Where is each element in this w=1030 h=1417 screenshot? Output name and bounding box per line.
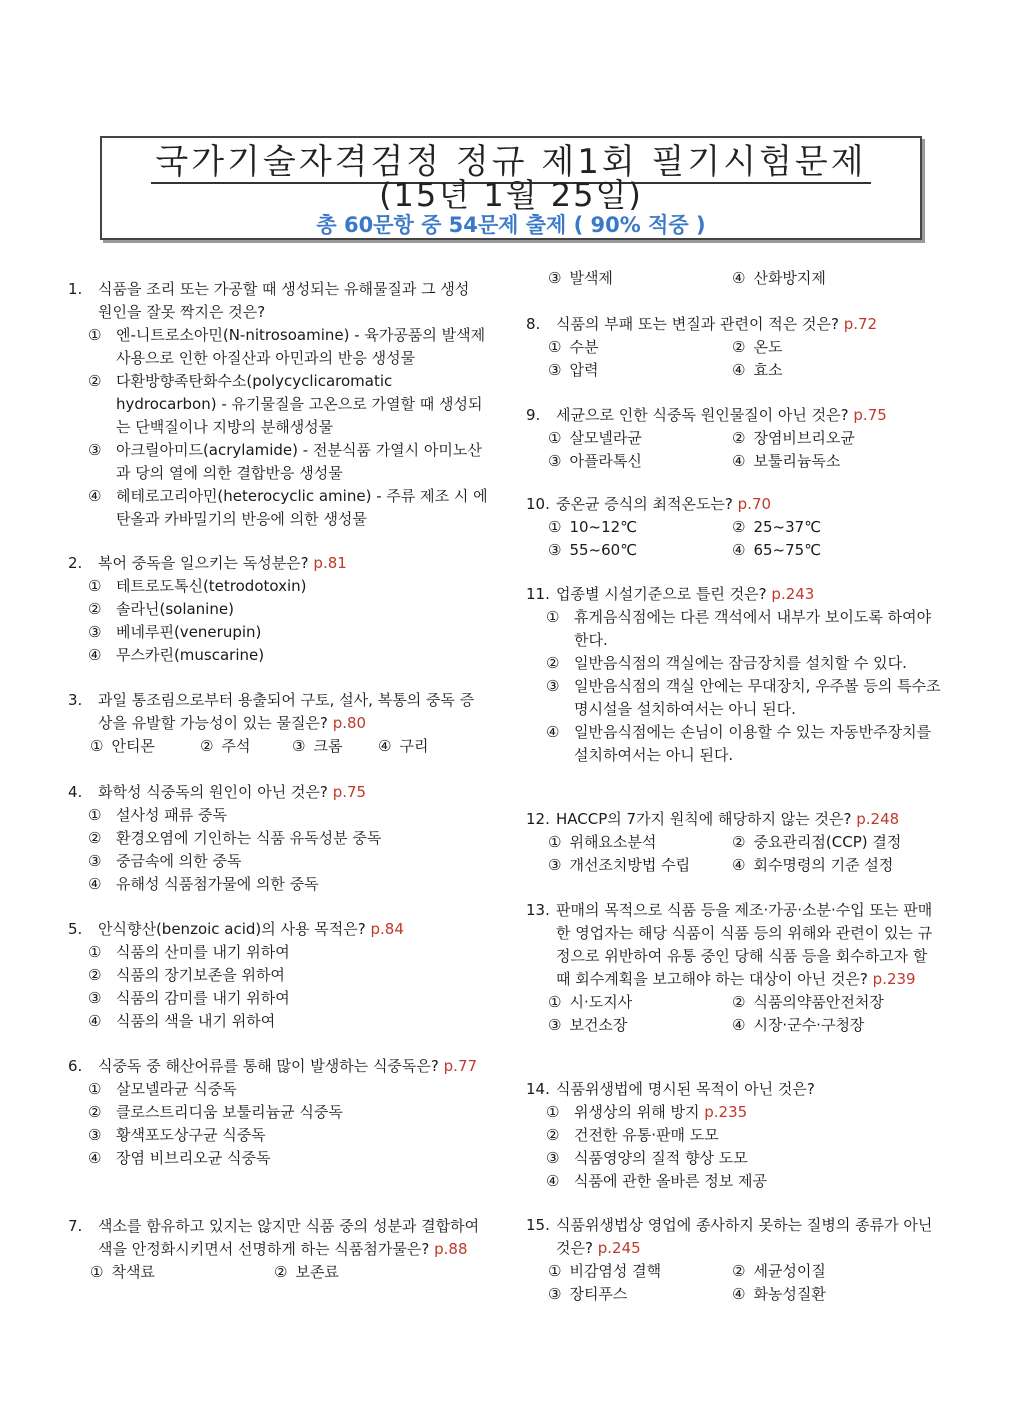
option-2: 클로스트리디움 보툴리늄균 식중독	[116, 1103, 343, 1121]
question-5: 5. 안식향산(benzoic acid)의 사용 목적은? p.84 ① 식품의 산미를 내기 위하여 ② 식품의 장기보존을 위하여 ③ 식품의 감미를 내기 위하여 ④ 식품의 색을 내기 위하여	[68, 920, 404, 1030]
page-ref: p.235	[704, 1103, 748, 1121]
exam-subtitle: 총 60문항 중 54문제 출제 ( 90% 적중 )	[316, 213, 706, 237]
option-3: 황색포도상구균 식중독	[116, 1126, 266, 1144]
question-3: 3. 과일 통조림으로부터 용출되어 구토, 설사, 복통의 중독 증상을 유발할 가능성이 있는 물질은? p.80 ① 안티몬 ② 주석 ③ 크롬 ④ 구리	[68, 691, 475, 755]
question-stem: 식품을 조리 또는 가공할 때 생성되는 유해물질과 그 생성 원인을 잘못 짝지은 것은?	[98, 280, 470, 321]
option-1: 엔-니트로소아민(N-nitrosoamine) - 육가공품의 발색제 사용으로 인한 아질산과 아민과의 반응 생성물	[116, 326, 486, 367]
question-stem: 복어 중독을 일으키는 독성분은?	[98, 554, 309, 572]
option-3: 보건소장	[569, 1016, 628, 1034]
option-4: 식품의 색을 내기 위하여	[116, 1012, 276, 1030]
question-14: 14. 식품위생법에 명시된 목적이 아닌 것은? ① 위생상의 위해 방지 p.235 ② 건전한 유통·판매 도모 ③ 식품영양의 질적 향상 도모 ④ 식품에 관한 올바른 정보 제공	[526, 1080, 815, 1190]
page-ref: p.243	[771, 585, 815, 603]
option-1: 시·도지사	[569, 993, 633, 1011]
option-4: 일반음식점에는 손님이 이용할 수 있는 자동반주장치를 설치하여서는 아니 된다.	[574, 723, 932, 764]
option-1: 비감염성 결핵	[569, 1262, 662, 1280]
question-7: 7. 색소를 함유하고 있지는 않지만 식품 중의 성분과 결합하여 색을 안정화시키면서 선명하게 하는 식품첨가물은? p.88 ① 착색료 ② 보존료	[68, 1217, 480, 1281]
question-4: 4. 화학성 식중독의 원인이 아닌 것은? p.75 ① 설사성 패류 중독 ② 환경오염에 기인하는 식품 유독성분 중독 ③ 중금속에 의한 중독 ④ 유해성 식품첨가물에 의한 중독	[68, 783, 382, 893]
option-4: 회수명령의 기준 설정	[753, 856, 894, 874]
page-ref: p.84	[370, 920, 404, 938]
page-ref: p.77	[443, 1057, 478, 1075]
page-ref: p.72	[843, 315, 878, 333]
question-10: 10. 중온균 증식의 최적온도는? p.70 ① 10~12℃ ② 25~37℃ ③ 55~60℃ ④ 65~75℃	[526, 495, 822, 559]
question-stem: 세균으로 인한 식중독 원인물질이 아닌 것은?	[556, 406, 849, 424]
option-2: 25~37℃	[753, 518, 822, 536]
title-box	[100, 136, 922, 240]
option-3: 55~60℃	[569, 541, 638, 559]
option-3: 압력	[569, 361, 599, 379]
option-2: 보존료	[295, 1263, 339, 1281]
page-ref: p.70	[737, 495, 772, 513]
question-stem: 식품의 부패 또는 변질과 관련이 적은 것은?	[556, 315, 839, 333]
option-1: 수분	[569, 338, 599, 356]
page-ref: p.80	[332, 714, 367, 732]
question-2: 2. 복어 중독을 일으키는 독성분은? p.81 ① 테트로도톡신(tetrodotoxin) ② 솔라닌(solanine) ③ 베네루핀(venerupin) ④ 무스카린(muscarine)	[68, 554, 347, 664]
option-1: 착색료	[111, 1263, 155, 1281]
option-3: 베네루핀(venerupin)	[116, 623, 262, 641]
option-4: 화농성질환	[753, 1285, 826, 1303]
page-ref: p.245	[597, 1239, 641, 1257]
option-4: 식품에 관한 올바른 정보 제공	[574, 1172, 767, 1190]
option-1: 안티몬	[111, 737, 155, 755]
option-2: 식품의약품안전처장	[753, 993, 884, 1011]
question-1: 1. 식품을 조리 또는 가공할 때 생성되는 유해물질과 그 생성 원인을 잘못 짝지은 것은? ① 엔-니트로소아민(N-nitrosoamine) - 육가공품의 발색제 사용으로 인한 아질산과 아민과의 반응 생성물 ② 다환방향족탄화수소(polycyclicaromatic hydrocarbon) - 유기물질을 고온으로 가열할 때 생성되는 단백질이나 지방의 분해생성물 ③ 아크릴아미드(acrylamide) - 전분식품 가열시 아미노산과 당의 열에 의한 결합반응 생성물 ④ 헤테로고리아민(heterocyclic amine) - 주류 제조 시 에탄올과 카바밀기의 반응에 의한 생성물	[68, 280, 488, 528]
question-stem: 중온균 증식의 최적온도는?	[556, 495, 733, 513]
option-1: 살모넬라균	[569, 429, 642, 447]
option-1: 위해요소분석	[569, 833, 657, 851]
page-ref: p.248	[856, 810, 900, 828]
question-8: 8. 식품의 부패 또는 변질과 관련이 적은 것은? p.72 ① 수분 ② 온도 ③ 압력 ④ 효소	[526, 315, 878, 379]
question-stem: 과일 통조림으로부터 용출되어 구토, 설사, 복통의 중독 증상을 유발할 가능성이 있는 물질은?	[98, 691, 475, 732]
option-2: 온도	[753, 338, 783, 356]
exam-date: (15년 1월 25일)	[379, 176, 643, 214]
option-1: 위생상의 위해 방지	[574, 1103, 700, 1121]
option-2: 건전한 유통·판매 도모	[574, 1126, 719, 1144]
option-2: 장염비브리오균	[753, 429, 855, 447]
option-2: 중요관리점(CCP) 결정	[753, 833, 902, 851]
option-3: 아크릴아미드(acrylamide) - 전분식품 가열시 아미노산과 당의 열에 의한 결합반응 생성물	[116, 441, 482, 482]
option-3: 식품의 감미를 내기 위하여	[116, 989, 290, 1007]
question-stem: 식품위생법상 영업에 종사하지 못하는 질병의 종류가 아닌 것은?	[556, 1216, 933, 1257]
option-3: 장티푸스	[569, 1285, 628, 1303]
option-4: 효소	[753, 361, 783, 379]
option-2: 일반음식점의 객실에는 잠금장치를 설치할 수 있다.	[574, 654, 907, 672]
option-1: 살모넬라균 식중독	[116, 1080, 237, 1098]
option-1: 식품의 산미를 내기 위하여	[116, 943, 290, 961]
option-3: 일반음식점의 객실 안에는 무대장치, 우주볼 등의 특수조명시설을 설치하여서는 아니 된다.	[574, 677, 941, 718]
option-2: 솔라닌(solanine)	[116, 600, 234, 618]
option-4: 헤테로고리아민(heterocyclic amine) - 주류 제조 시 에탄올과 카바밀기의 반응에 의한 생성물	[116, 487, 488, 528]
option-1: 테트로도톡신(tetrodotoxin)	[116, 577, 307, 595]
option-2: 세균성이질	[753, 1262, 826, 1280]
page-ref: p.81	[313, 554, 347, 572]
question-7-continued: ③ 발색제 ④ 산화방지제	[548, 269, 826, 287]
option-4: 시장·군수·구청장	[753, 1016, 865, 1034]
option-2: 주석	[221, 737, 251, 755]
page-ref: p.88	[434, 1240, 468, 1258]
question-15: 15. 식품위생법상 영업에 종사하지 못하는 질병의 종류가 아닌 것은? p.245 ① 비감염성 결핵 ② 세균성이질 ③ 장티푸스 ④ 화농성질환	[526, 1216, 933, 1303]
option-1: 설사성 패류 중독	[116, 806, 227, 824]
option-4: 유해성 식품첨가물에 의한 중독	[116, 875, 319, 893]
option-4: 무스카린(muscarine)	[116, 646, 265, 664]
option-4: 65~75℃	[753, 541, 822, 559]
question-stem: 색소를 함유하고 있지는 않지만 식품 중의 성분과 결합하여 색을 안정화시키면서 선명하게 하는 식품첨가물은?	[98, 1217, 480, 1258]
option-4: 장염 비브리오균 식중독	[116, 1149, 271, 1167]
question-9: 9. 세균으로 인한 식중독 원인물질이 아닌 것은? p.75 ① 살모넬라균 ② 장염비브리오균 ③ 아플라톡신 ④ 보툴리늄독소	[526, 406, 887, 470]
option-1: 휴게음식점에는 다른 객석에서 내부가 보이도록 하여야 한다.	[574, 608, 932, 649]
option-4: 산화방지제	[753, 269, 826, 287]
option-2: 환경오염에 기인하는 식품 유독성분 중독	[116, 829, 382, 847]
question-stem: 업종별 시설기준으로 틀린 것은?	[556, 585, 767, 603]
option-2: 다환방향족탄화수소(polycyclicaromatic hydrocarbon) - 유기물질을 고온으로 가열할 때 생성되는 단백질이나 지방의 분해생성물	[116, 372, 483, 436]
exam-title: 국가기술자격검정 정규 제1회 필기시험문제	[102, 142, 920, 182]
question-stem: 화학성 식중독의 원인이 아닌 것은?	[98, 783, 328, 801]
option-1: 10~12℃	[569, 518, 638, 536]
option-2: 식품의 장기보존을 위하여	[116, 966, 285, 984]
question-11: 11. 업종별 시설기준으로 틀린 것은? p.243 ① 휴게음식점에는 다른 객석에서 내부가 보이도록 하여야 한다. ② 일반음식점의 객실에는 잠금장치를 설치할 수 있다. ③ 일반음식점의 객실 안에는 무대장치, 우주볼 등의 특수조명시설을 설치하여서는 아니 된다. ④ 일반음식점에는 손님이 이용할 수 있는 자동반주장치를 설치하여서는 아니 된다.	[526, 585, 941, 764]
question-stem: 안식향산(benzoic acid)의 사용 목적은?	[98, 920, 366, 938]
option-3: 아플라톡신	[569, 452, 642, 470]
option-3: 개선조치방법 수립	[569, 856, 691, 874]
question-stem: HACCP의 7가지 원칙에 해당하지 않는 것은?	[556, 810, 852, 828]
option-3: 식품영양의 질적 향상 도모	[574, 1149, 748, 1167]
question-stem: 판매의 목적으로 식품 등을 제조·가공·소분·수입 또는 판매한 영업자는 해당 식품이 식품 등의 위해와 관련이 있는 규정으로 위반하여 유통 중인 당해 식품 등을 회수하고자 할 때 회수계획을 보고해야 하는 대상이 아닌 것은?	[556, 901, 933, 988]
page-ref: p.239	[872, 970, 916, 988]
question-stem: 식중독 중 해산어류를 통해 많이 발생하는 식중독은?	[98, 1057, 439, 1075]
page-ref: p.75	[332, 783, 367, 801]
question-6: 6. 식중독 중 해산어류를 통해 많이 발생하는 식중독은? p.77 ① 살모넬라균 식중독 ② 클로스트리디움 보툴리늄균 식중독 ③ 황색포도상구균 식중독 ④ 장염 비브리오균 식중독	[68, 1057, 478, 1167]
option-4: 구리	[399, 737, 429, 755]
option-3: 발색제	[569, 269, 613, 287]
question-13: 13. 판매의 목적으로 식품 등을 제조·가공·소분·수입 또는 판매한 영업자는 해당 식품이 식품 등의 위해와 관련이 있는 규정으로 위반하여 유통 중인 당해 식품 등을 회수하고자 할 때 회수계획을 보고해야 하는 대상이 아닌 것은? p.239 ① 시·도지사 ② 식품의약품안전처장 ③ 보건소장 ④ 시장·군수·구청장	[526, 901, 933, 1034]
option-4: 보툴리늄독소	[753, 452, 841, 470]
option-3: 중금속에 의한 중독	[116, 852, 242, 870]
question-12: 12. HACCP의 7가지 원칙에 해당하지 않는 것은? p.248 ① 위해요소분석 ② 중요관리점(CCP) 결정 ③ 개선조치방법 수립 ④ 회수명령의 기준 설정	[526, 810, 902, 874]
question-stem: 식품위생법에 명시된 목적이 아닌 것은?	[556, 1080, 815, 1098]
option-3: 크롬	[313, 737, 343, 755]
page-ref: p.75	[853, 406, 887, 424]
